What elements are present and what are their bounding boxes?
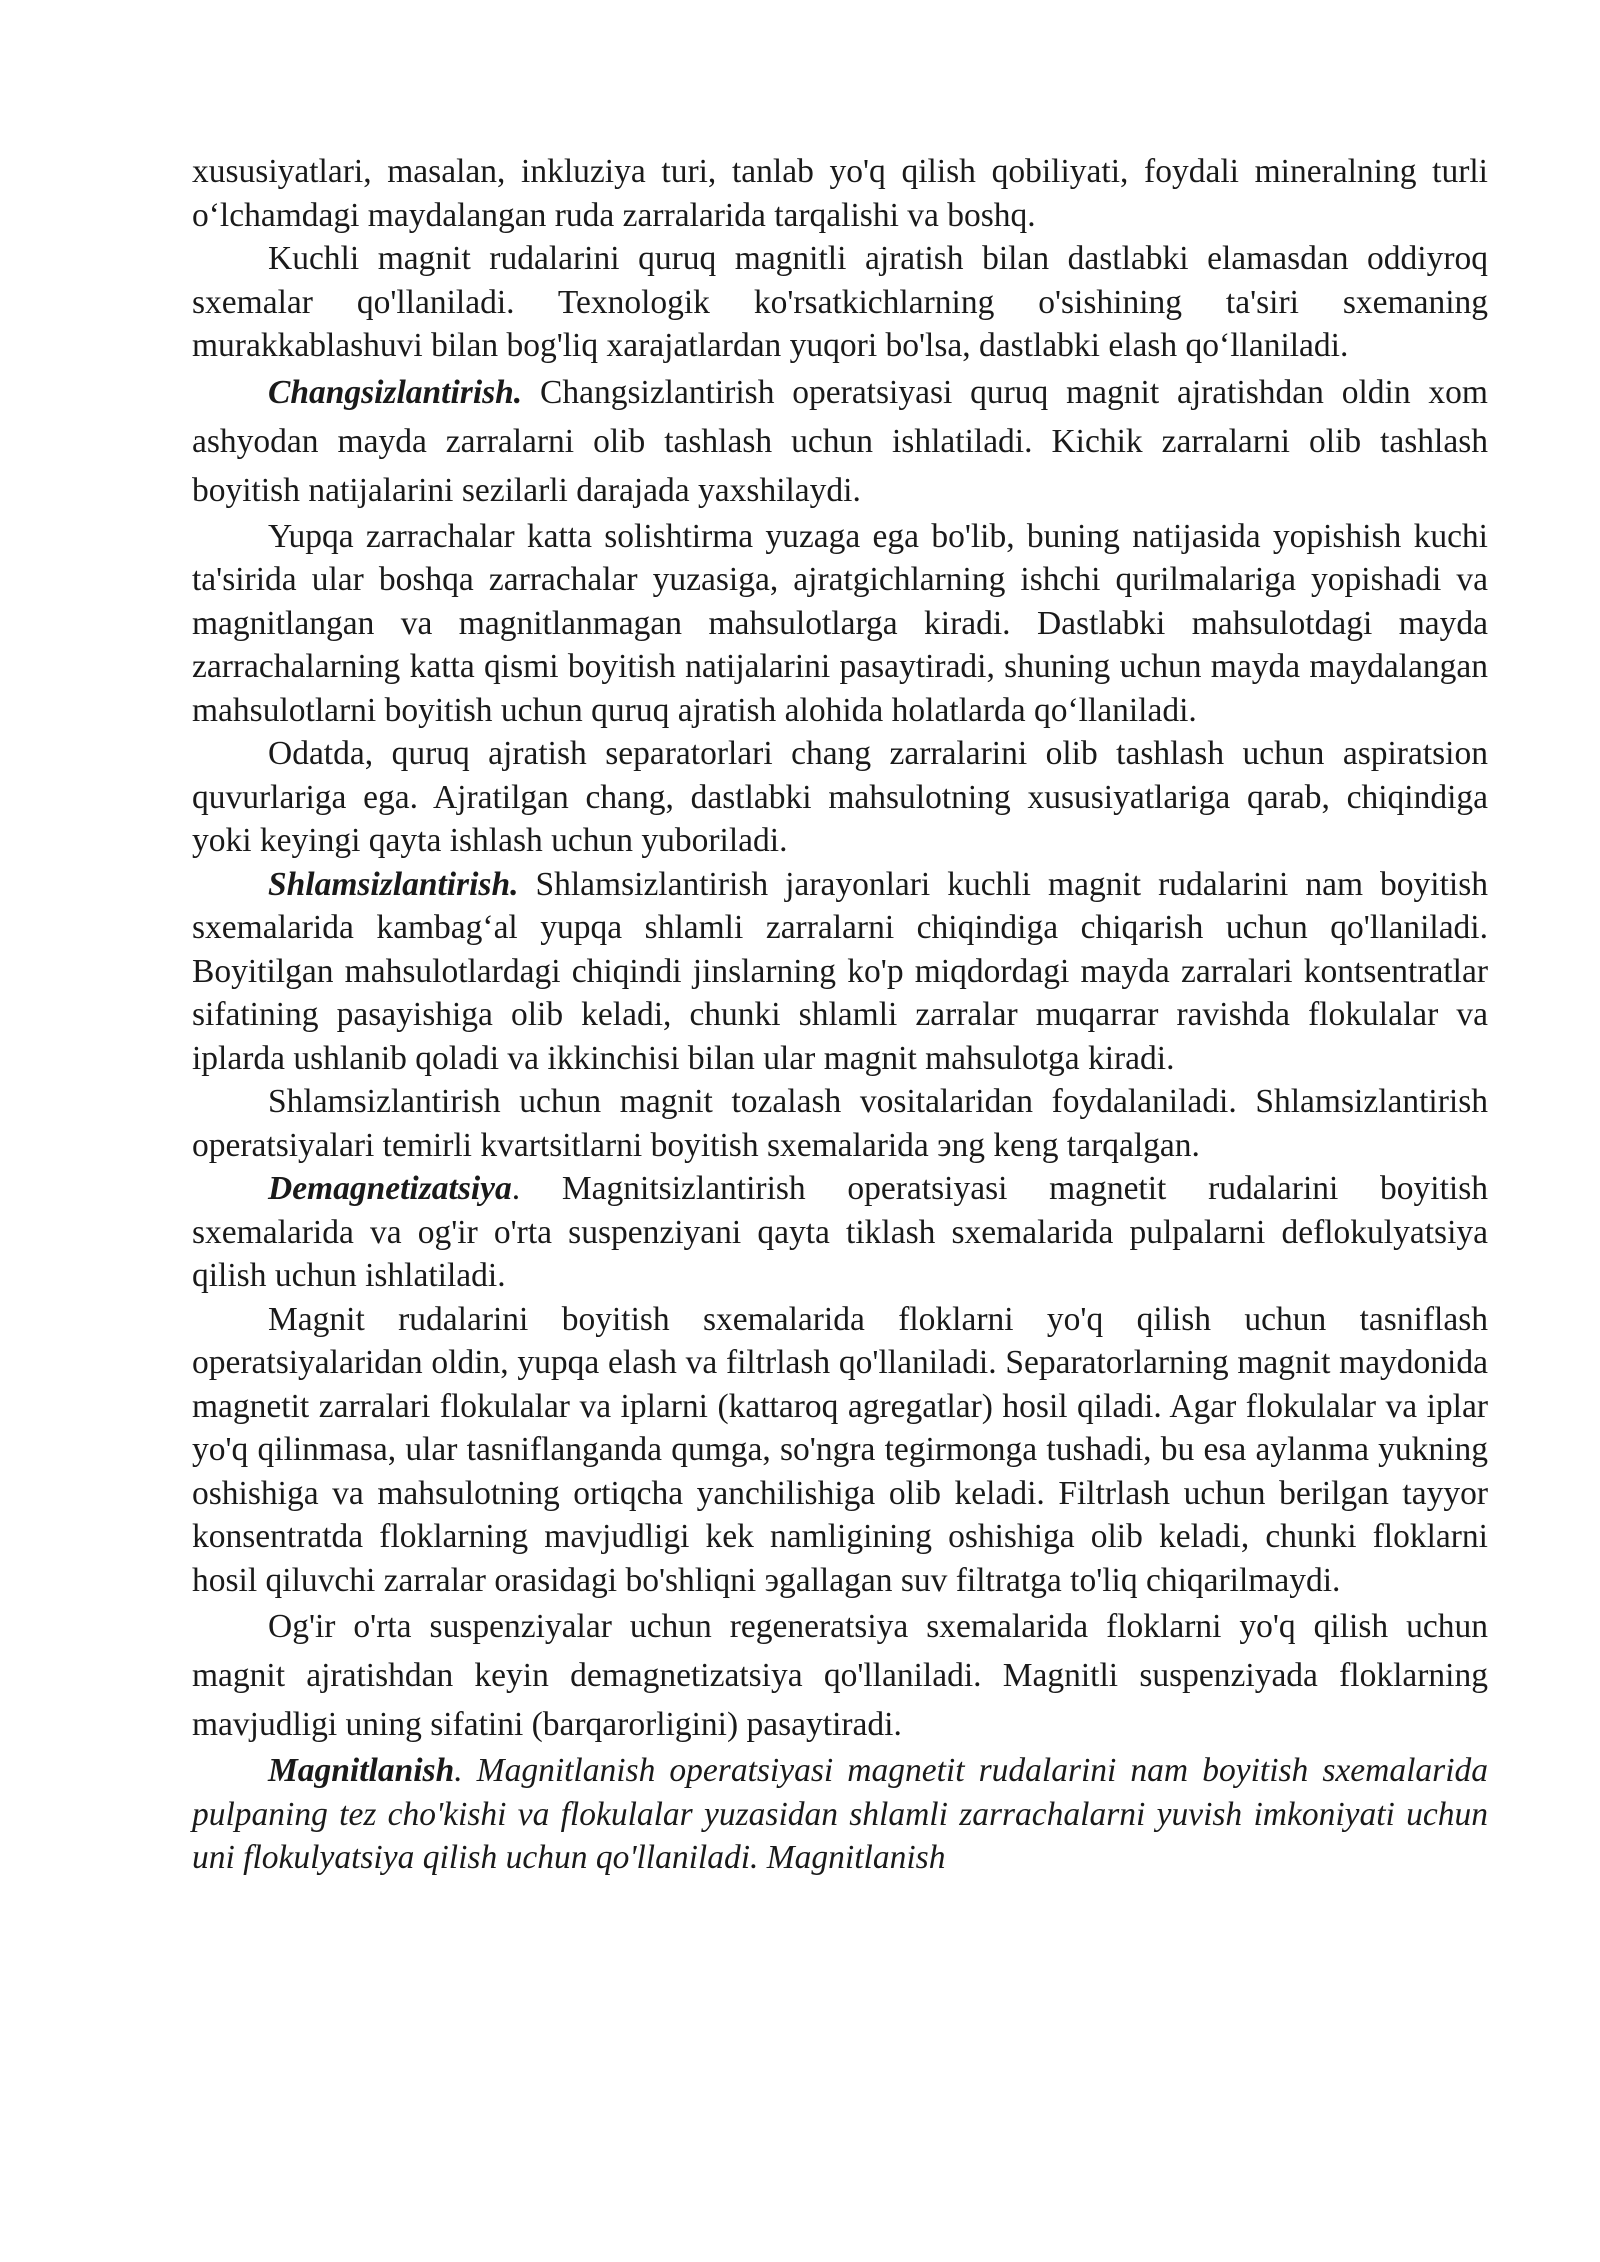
paragraph-6 [192,863,1488,1081]
paragraph-9 [192,1298,1488,1603]
paragraph-10 [192,1602,1488,1749]
paragraph-text: . Magnitsizlantirish operatsiyasi magnetit rudalarini boyitish sxemalarida va og'ir o'rta suspenziyani qayta tiklash sxemalarida pulpalarni deflokulyatsiya qilish uchun ishlatiladi. [192,1170,1488,1294]
paragraph-8 [192,1167,1488,1298]
paragraph-3 [192,368,1488,515]
paragraph-text: Yupqa zarrachalar katta solishtirma yuzaga ega bo'lib, buning natijasida yopishish kuchi ta'sirida ular boshqa zarrachalar yuzasiga, ajratgichlarning ishchi qurilmalariga yopishadi va magnitlangan va magnitlanmagan mahsulotlarga kiradi. Dastlabki mahsulotdagi mayda zarrachalarning katta qismi boyitish natijalarini pasaytiradi, shuning uchun mayda maydalangan mahsulotlarni boyitish uchun quruq ajratish alohida holatlarda qoʻllaniladi. [192,517,1488,729]
paragraph-text: Og'ir o'rta suspenziyalar uchun regeneratsiya sxemalarida floklarni yo'q qilish uchun magnit ajratishdan keyin demagnetizatsiya qo'llaniladi. Magnitli suspenziyada floklarning mavjudligi uning sifatini (barqarorligini) pasaytiradi. [192,1608,1488,1743]
section-heading-changsizlantirish: Changsizlantirish. [268,373,523,411]
paragraph-5 [192,732,1488,863]
document-page [192,150,1488,1880]
paragraph-text: Changsizlantirish operatsiyasi quruq magnit ajratishdan oldin xom ashyodan mayda zarralarni olib tashlash uchun ishlatiladi. Kichik zarralarni olib tashlash boyitish natijalarini sezilarli darajada yaxshilaydi. [192,373,1488,509]
paragraph-4 [192,515,1488,733]
paragraph-2 [192,237,1488,368]
paragraph-text: Kuchli magnit rudalarini quruq magnitli ajratish bilan dastlabki elamasdan oddiyroq sxemalar qo'llaniladi. Texnologik ko'rsatkichlarning o'sishining ta'siri sxemaning murakkablashuvi bilan bog'liq xarajatlardan yuqori bo'lsa, dastlabki elash qoʻllaniladi. [192,240,1488,364]
paragraph-7 [192,1080,1488,1167]
section-heading-demagnetizatsiya: Demagnetizatsiya [268,1170,512,1207]
paragraph-11 [192,1749,1488,1880]
paragraph-1 [192,150,1488,237]
paragraph-text: xususiyatlari, masalan, inkluziya turi, tanlab yo'q qilish qobiliyati, foydali mineralning turli oʻlchamdagi maydalangan ruda zarralarida tarqalishi va boshq. [192,153,1488,234]
paragraph-text: . Magnitlanish operatsiyasi magnetit rudalarini nam boyitish sxemalarida pulpaning tez cho'kishi va flokulalar yuzasidan shlamli zarrachalarni yuvish imkoniyati uchun uni flokulyatsiya qilish uchun qo'llaniladi. Magnitlanish [192,1752,1488,1876]
paragraph-text: Odatda, quruq ajratish separatorlari chang zarralarini olib tashlash uchun aspiratsion quvurlariga ega. Ajratilgan chang, dastlabki mahsulotning xususiyatlariga qarab, chiqindiga yoki keyingi qayta ishlash uchun yuboriladi. [192,735,1488,859]
paragraph-text: Magnit rudalarini boyitish sxemalarida floklarni yo'q qilish uchun tasniflash operatsiyalaridan oldin, yupqa elash va filtrlash qo'llaniladi. Separatorlarning magnit maydonida magnetit zarralari flokulalar va iplarni (kattaroq agregatlar) hosil qiladi. Agar flokulalar va iplar yo'q qilinmasa, ular tasniflanganda qumga, so'ngra tegirmonga tushadi, bu esa aylanma yukning oshishiga va mahsulotning ortiqcha yanchilishiga olib keladi. Filtrlash uchun berilgan tayyor konsentratda floklarning mavjudligi kek namligining oshishiga olib keladi, chunki floklarni hosil qiluvchi zarralar orasidagi bo'shliqni эgallagan suv filtratga to'liq chiqarilmaydi. [192,1300,1488,1599]
paragraph-text: Shlamsizlantirish jarayonlari kuchli magnit rudalarini nam boyitish sxemalarida kambagʻal yupqa shlamli zarralarni chiqindiga chiqarish uchun qo'llaniladi. Boyitilgan mahsulotlardagi chiqindi jinslarning ko'p miqdordagi mayda zarralari kontsentratlar sifatining pasayishiga olib keladi, chunki shlamli zarralar muqarrar ravishda flokulalar va iplarda ushlanib qoladi va ikkinchisi bilan ular magnit mahsulotga kiradi. [192,865,1488,1077]
paragraph-text: Shlamsizlantirish uchun magnit tozalash vositalaridan foydalaniladi. Shlamsizlantirish operatsiyalari temirli kvartsitlarni boyitish sxemalarida эng keng tarqalgan. [192,1083,1488,1164]
section-heading-shlamsizlantirish: Shlamsizlantirish. [268,865,519,903]
section-heading-magnitlanish: Magnitlanish [268,1752,455,1789]
